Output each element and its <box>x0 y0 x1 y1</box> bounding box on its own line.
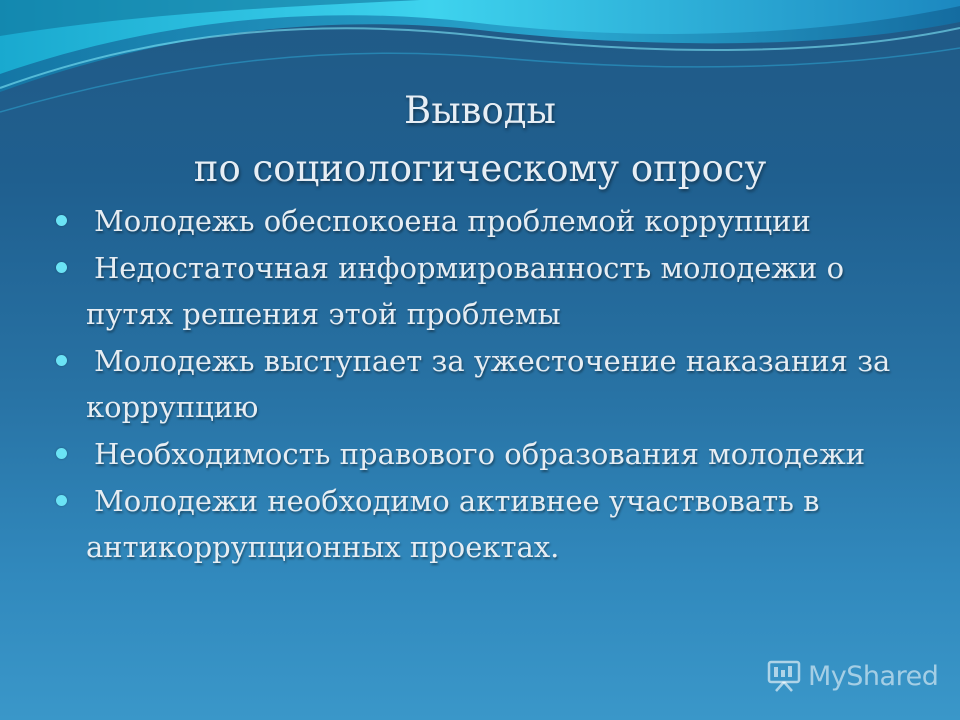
list-item <box>56 338 916 430</box>
presentation-board-icon <box>766 658 802 694</box>
list-item-text: Необходимость правового образования молодежи <box>94 437 866 471</box>
myshared-watermark[interactable] <box>766 654 938 698</box>
list-item-text: Молодежь обеспокоена проблемой коррупции <box>94 204 811 238</box>
slide-title <box>0 82 960 198</box>
bullet-dot-icon <box>56 215 67 226</box>
title-line-1: Выводы <box>404 89 556 132</box>
list-item-text: Недостаточная информированность молодежи о путях решения этой проблемы <box>86 251 845 331</box>
list-item-text: Молодежи необходимо активнее участвовать в антикоррупционных проектах. <box>86 484 820 564</box>
watermark-label: MyShared <box>808 660 939 692</box>
bullet-dot-icon <box>56 448 67 459</box>
title-line-2: по социологическому опросу <box>193 147 767 190</box>
bullet-dot-icon <box>56 355 67 366</box>
bullet-dot-icon <box>56 262 67 273</box>
list-item <box>56 245 916 337</box>
bullet-dot-icon <box>56 495 67 506</box>
list-item-text: Молодежь выступает за ужесточение наказания за коррупцию <box>86 344 891 424</box>
list-item <box>56 431 916 477</box>
conclusions-list <box>56 198 916 571</box>
list-item <box>56 478 916 570</box>
list-item <box>56 198 916 244</box>
